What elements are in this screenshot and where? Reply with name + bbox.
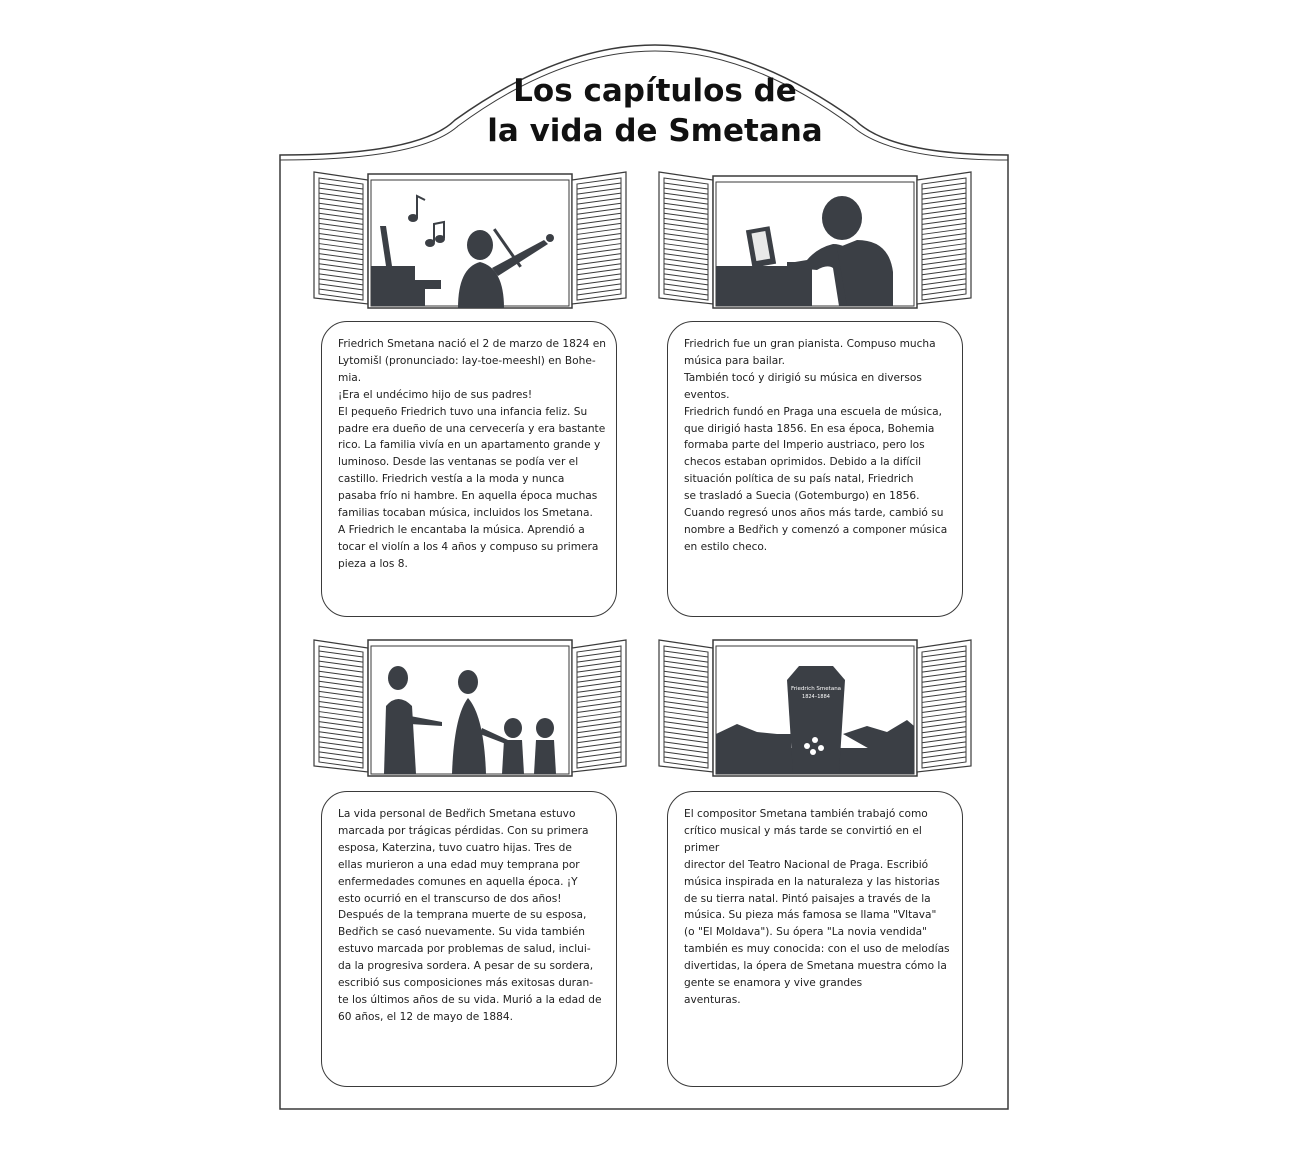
story-panel-3 bbox=[321, 791, 617, 1087]
text-line: Friedrich fue un gran pianista. Compuso mucha bbox=[684, 338, 936, 350]
text-line: 60 años, el 12 de mayo de 1884. bbox=[338, 1010, 513, 1023]
text-line: pasaba frío ni hambre. En aquella época muchas bbox=[338, 490, 598, 503]
text-line: Friedrich Smetana nació el 2 de marzo de 1824 en bbox=[338, 338, 606, 350]
text-line: marcada por trágicas pérdidas. Con su primera bbox=[338, 824, 589, 837]
story-panel-text bbox=[338, 336, 606, 573]
text-line: director del Teatro Nacional de Praga. Escribió bbox=[684, 858, 929, 871]
text-line: ¡Era el undécimo hijo de sus padres! bbox=[338, 388, 533, 401]
text-line: rico. La familia vivía en un apartamento grande y bbox=[338, 439, 601, 452]
tomb-name: Friedrich Smetana bbox=[790, 686, 842, 692]
text-line: escribió sus composiciones más exitosas duran- bbox=[338, 977, 594, 990]
shutter-right bbox=[572, 640, 626, 772]
story-panel-text bbox=[684, 336, 952, 556]
story-panel-text bbox=[684, 806, 952, 1009]
text-line: primer bbox=[684, 841, 720, 854]
window-scene-violin bbox=[312, 168, 628, 310]
window-scene-gravestone bbox=[657, 636, 973, 778]
shutter-right bbox=[917, 172, 971, 304]
window-scene-pianist bbox=[657, 168, 973, 310]
story-panel-1 bbox=[321, 321, 617, 617]
text-line: (o "El Moldava"). Su ópera "La novia vendida" bbox=[684, 926, 928, 939]
text-line: nombre a Bedřich y comenzó a componer música bbox=[684, 523, 948, 536]
text-line: Cuando regresó unos años más tarde, cambió su bbox=[684, 507, 944, 520]
text-line: padre era dueño de una cervecería y era bastante bbox=[338, 422, 606, 435]
text-line: aventuras. bbox=[684, 993, 741, 1006]
text-line: esposa, Katerzina, tuvo cuatro hijas. Tres de bbox=[338, 841, 572, 854]
text-line: A Friedrich le encantaba la música. Aprendió a bbox=[338, 523, 585, 536]
shutter-right bbox=[572, 172, 626, 304]
text-line: castillo. Friedrich vestía a la moda y nunca bbox=[338, 473, 565, 486]
story-panel-text bbox=[338, 806, 606, 1026]
text-line: Friedrich fundó en Praga una escuela de música, bbox=[684, 405, 943, 418]
shutter-right bbox=[917, 640, 971, 772]
text-line: te los últimos años de su vida. Murió a la edad de bbox=[338, 993, 602, 1006]
text-line: también es muy conocida: con el uso de melodías bbox=[684, 943, 950, 956]
text-line: situación política de su país natal, Friedrich bbox=[684, 473, 914, 486]
text-line: El compositor Smetana también trabajó como bbox=[684, 808, 928, 820]
text-line: que dirigió hasta 1856. En esa época, Bohemia bbox=[684, 422, 935, 435]
text-line: luminoso. Desde las ventanas se podía ver el bbox=[338, 456, 579, 469]
text-line: música inspirada en la naturaleza y las historias bbox=[684, 875, 940, 888]
text-line: formaba parte del Imperio austriaco, pero los bbox=[684, 439, 925, 452]
text-line: tocar el violín a los 4 años y compuso su primera bbox=[338, 540, 599, 553]
text-line: ellas murieron a una edad muy temprana por bbox=[338, 858, 580, 871]
text-line: gente se enamora y vive grandes bbox=[684, 977, 863, 990]
text-line: Después de la temprana muerte de su esposa, bbox=[338, 909, 587, 922]
text-line: esto ocurrió en el transcurso de dos años! bbox=[338, 892, 562, 905]
story-panel-4 bbox=[667, 791, 963, 1087]
text-line: checos estaban oprimidos. Debido a la difícil bbox=[684, 456, 922, 469]
text-line: El pequeño Friedrich tuvo una infancia feliz. Su bbox=[338, 405, 588, 418]
text-line: enfermedades comunes en aquella época. ¡Y bbox=[338, 875, 578, 888]
shutter-left bbox=[314, 172, 368, 304]
shutter-left bbox=[659, 172, 713, 304]
window-scene-family bbox=[312, 636, 628, 778]
text-line: divertidas, la ópera de Smetana muestra cómo la bbox=[684, 960, 947, 973]
text-line: También tocó y dirigió su música en diversos bbox=[684, 371, 922, 384]
text-line: eventos. bbox=[684, 388, 730, 401]
text-line: familias tocaban música, incluidos los Smetana. bbox=[338, 507, 593, 520]
text-line: mia. bbox=[338, 371, 362, 384]
text-line: música para bailar. bbox=[684, 354, 785, 367]
text-line: pieza a los 8. bbox=[338, 557, 408, 570]
text-line: La vida personal de Bedřich Smetana estuvo bbox=[338, 808, 576, 820]
story-panel-2 bbox=[667, 321, 963, 617]
text-line: Bedřich se casó nuevamente. Su vida también bbox=[338, 926, 585, 939]
text-line: estuvo marcada por problemas de salud, inclui- bbox=[338, 943, 591, 956]
text-line: en estilo checo. bbox=[684, 540, 768, 553]
shutter-left bbox=[659, 640, 713, 772]
page-title-line-2: la vida de Smetana bbox=[487, 113, 823, 149]
text-line: se trasladó a Suecia (Gotemburgo) en 1856. bbox=[684, 490, 920, 503]
text-line: da la progresiva sordera. A pesar de su sordera, bbox=[338, 960, 594, 973]
text-line: de su tierra natal. Pintó paisajes a través de la bbox=[684, 892, 931, 905]
text-line: crítico musical y más tarde se convirtió en el bbox=[684, 824, 922, 837]
text-line: Lytomišl (pronunciado: lay-toe-meeshl) en Bohe- bbox=[338, 354, 596, 367]
page-title-line-1: Los capítulos de bbox=[513, 73, 797, 109]
text-line: música. Su pieza más famosa se llama "Vltava" bbox=[684, 909, 937, 922]
shutter-left bbox=[314, 640, 368, 772]
tomb-dates: 1824–1884 bbox=[802, 694, 830, 700]
